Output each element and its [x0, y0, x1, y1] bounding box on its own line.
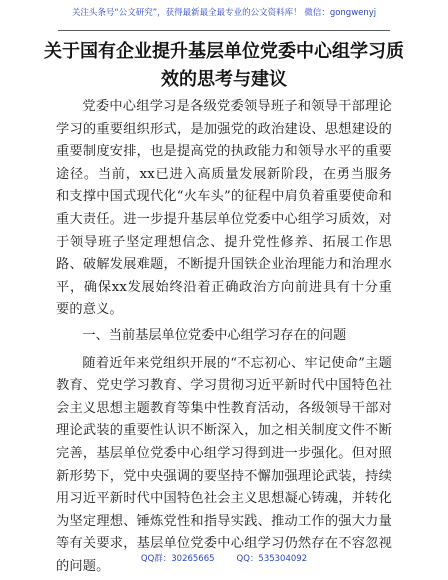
- section-1-paragraph: 随着近年来党组织开展的“不忘初心、牢记使命”主题教育、党史学习教育、学习贯彻习近平新时代中国特色社会主义思想主题教育等集中性教育活动，各级领导干部对理论武装的重要性认识不断深入，加之相关制度文件不断完善，基层单位党委中心组学习得到进一步强化。但对照新形势下，党中央强调的要坚持不懈加强理论武装，持续用习近平新时代中国特色社会主义思想凝心铸魂，并转化为坚定理想、锤炼党性和指导实践、推动工作的强大力量等有关要求，基层单位党委中心组学习仍然存在不容忽视的问题。: [56, 355, 392, 574]
- document-title-line-2: 效的思考与建议: [161, 69, 287, 90]
- document-title-line-1: 关于国有企业提升基层单位党委中心组学习质: [44, 41, 404, 62]
- header-promo-note: 关注头条号“公文研究”，获得最新最全最专业的公文资料库！ 微信：gongwenyj: [71, 8, 377, 18]
- header-divider: [58, 30, 390, 31]
- document-title: [30, 38, 418, 94]
- intro-paragraph: 党委中心组学习是各级党委领导班子和领导干部理论学习的重要组织形式，是加强党的政治建设、思想建设的重要制度安排，也是提高党的执政能力和领导水平的重要途径。当前，xx已进入高质量发展新阶段，在勇当服务和支撑中国式现代化“火车头”的征程中肩负着重要使命和重大责任。进一步提升基层单位党委中心组学习质效，对于领导班子坚定理想信念、提升党性修养、拓展工作思路、破解发展难题，不断提升国铁企业治理能力和治理水平，确保xx发展始终沿着正确政治方向前进具有十分重要的意义。: [56, 99, 392, 318]
- footer-qq: QQ：535304092: [236, 554, 308, 564]
- section-1-heading: 一、当前基层单位党委中心组学习存在的问题: [82, 327, 347, 343]
- document-body: [56, 96, 392, 578]
- footer-contact: [0, 552, 448, 564]
- footer-qq-group: QQ群：30265665: [140, 554, 215, 564]
